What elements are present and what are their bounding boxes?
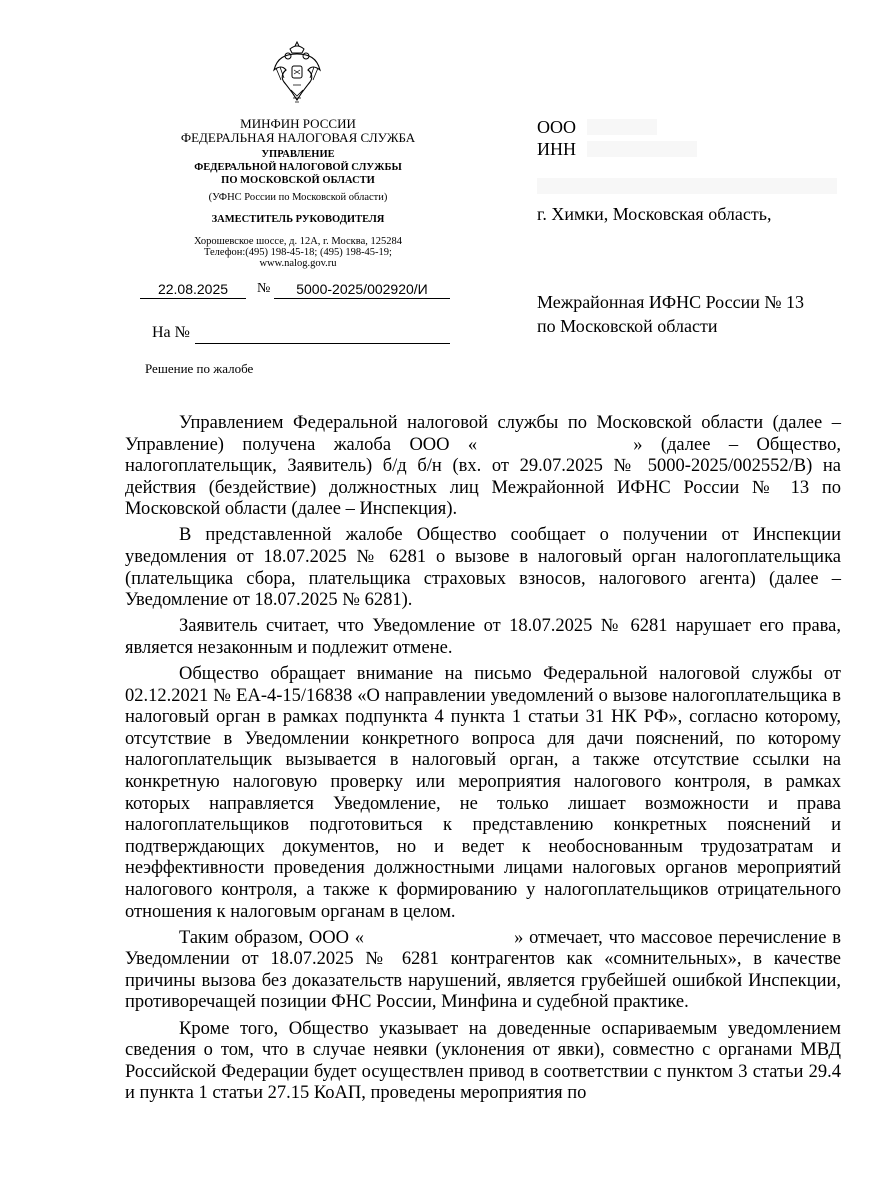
letter-number: 5000-2025/002920/И <box>296 281 428 297</box>
number-underline <box>274 298 450 299</box>
body-paragraph-1 <box>125 413 841 521</box>
redacted-address-line <box>537 178 837 194</box>
letter-date: 22.08.2025 <box>157 281 229 297</box>
paragraph-5-end: » отмечает, что массовое перечисление в Уведомлении от 18.07.2025 № 6281 контрагентов как «сомнительных», в качестве причины вызова без доказательств нарушений, является грубейшей ошибкой Инспекции, противоречащей позиции ФНС России, Минфина и судебной практике. <box>125 927 841 1013</box>
recipient-tax-office-line-2: по Московской области <box>537 316 718 336</box>
redacted-inn <box>587 141 697 157</box>
recipient-org-prefix: ООО <box>537 117 576 137</box>
ministry-name: МИНФИН РОССИИ <box>240 116 356 131</box>
body-paragraph-5 <box>125 928 841 1014</box>
body-paragraph-4: Общество обращает внимание на письмо Федеральной налоговой службы от 02.12.2021 № ЕА-4-15/16838 «О направлении уведомлений о вызове налогоплательщика в налоговый орган в рамках подпункта 4 пункта 1 статьи 31 НК РФ», согласно которому, отсутствие в Уведомлении конкретного вопроса для дачи пояснений, по которому налогоплательщик вызывается в налоговый орган, а также отсутствие ссылки на конкретную налоговую проверку или мероприятия налогового контроля, в рамках которых направляется Уведомление, не только лишает возможности и права налогоплательщиков подготовиться к представлению конкретных пояснений и подтверждающих документов, но и ведет к необоснованным трудозатратам и неэффективности проведения должностными лицами налоговых органов мероприятий налогового контроля, а также к формированию у налогоплательщиков отрицательного отношения к налоговым органам в целом. <box>125 664 841 922</box>
paragraph-1-start: Управлением Федеральной налоговой службы по Московской области (далее – Управление) получена жалоба ООО « <box>125 413 841 455</box>
sender-address: Хорошевское шоссе, д. 12А, г. Москва, 125284 <box>193 236 403 247</box>
paragraph-5-start: Таким образом, ООО « <box>179 927 365 948</box>
letter-body <box>125 413 841 1109</box>
department-line-1: УПРАВЛЕНИЕ <box>261 149 335 160</box>
date-underline <box>140 298 246 299</box>
body-paragraph-3: Заявитель считает, что Уведомление от 18.07.2025 № 6281 нарушает его права, является незаконным и подлежит отмене. <box>125 616 841 658</box>
recipient-tax-office-line-1: Межрайонная ИФНС России № 13 <box>537 292 805 312</box>
reference-number-line <box>195 343 450 344</box>
sender-phone: Телефон:(495) 198-45-18; (495) 198-45-19; <box>204 247 392 258</box>
service-name: ФЕДЕРАЛЬНАЯ НАЛОГОВАЯ СЛУЖБА <box>180 130 416 145</box>
department-line-2: ФЕДЕРАЛЬНОЙ НАЛОГОВОЙ СЛУЖБЫ <box>194 162 402 173</box>
letter-subject: Решение по жалобе <box>145 361 254 376</box>
body-paragraph-6: Кроме того, Общество указывает на доведенные оспариваемым уведомлением сведения о том, что в случае неявки (уклонения от явки), совместно с органами МВД Российской Федерации будет осуществлен привод в соответствии с пунктом 3 статьи 29.4 и пункта 1 статьи 27.15 КоАП, проведены мероприятия по <box>125 1018 841 1104</box>
reference-number-label: На № <box>152 324 190 341</box>
sender-website: www.nalog.gov.ru <box>259 258 337 269</box>
redacted-recipient-name <box>587 119 657 135</box>
recipient-inn <box>537 140 697 158</box>
recipient-city: г. Химки, Московская область, <box>537 204 772 224</box>
russian-coat-of-arms-icon <box>271 40 323 106</box>
signatory-position: ЗАМЕСТИТЕЛЬ РУКОВОДИТЕЛЯ <box>211 214 385 225</box>
department-line-3: ПО МОСКОВСКОЙ ОБЛАСТИ <box>221 175 375 186</box>
number-label: № <box>257 281 271 296</box>
department-abbreviation: (УФНС России по Московской области) <box>208 192 388 203</box>
recipient-inn-label: ИНН <box>537 139 576 159</box>
body-paragraph-2: В представленной жалобе Общество сообщает о получении от Инспекции уведомления от 18.07.2025 № 6281 о вызове в налоговый орган налогоплательщика (плательщика сбора, плательщика страховых взносов, налогового агента) (далее – Уведомление от 18.07.2025 № 6281). <box>125 525 841 611</box>
recipient-organization <box>537 118 657 136</box>
paragraph-1-end: » (далее – Общество, налогоплательщик, Заявитель) б/д б/н (вх. от 29.07.2025 № 5000-2025/002552/В) на действия (бездействие) должностных лиц Межрайонной ИФНС России № 13 по Московской области (далее – Инспекция). <box>125 434 841 520</box>
